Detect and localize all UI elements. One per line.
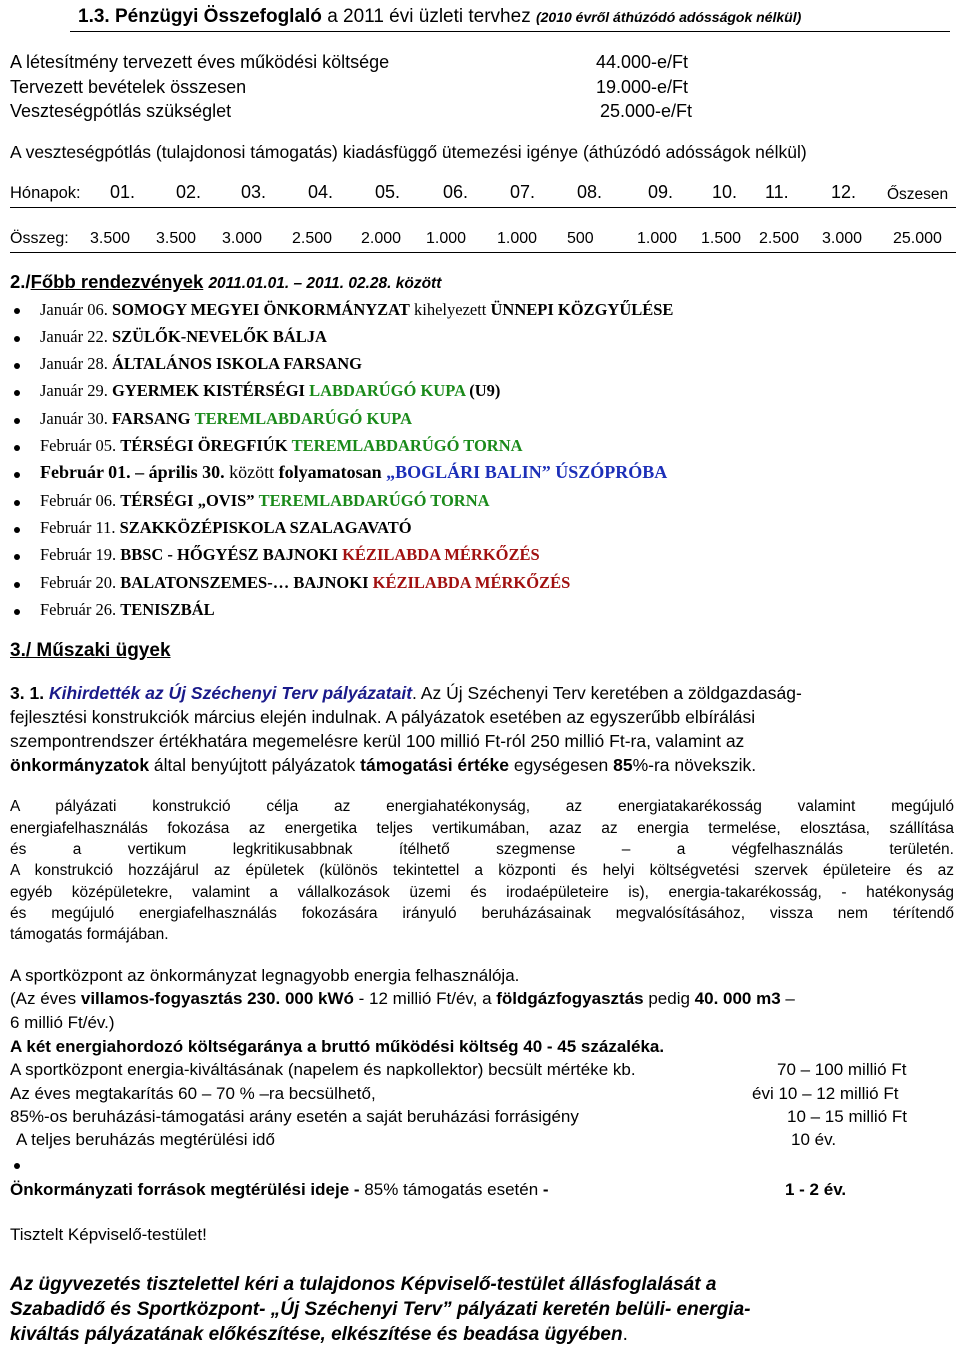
month-04: 04. bbox=[308, 182, 334, 202]
month-07: 07. bbox=[510, 182, 536, 202]
p3-e: pedig bbox=[643, 989, 695, 1008]
event-title-red: KÉZILABDA MÉRKŐZÉS bbox=[342, 545, 540, 564]
p3-c: - 12 millió Ft/év, a bbox=[353, 989, 497, 1008]
event-date: Február 11. bbox=[40, 518, 116, 537]
amount-12: 3.000 bbox=[822, 230, 863, 247]
summary-value-1: 19.000-e/Ft bbox=[596, 77, 689, 97]
event-item bbox=[40, 573, 570, 593]
event-item bbox=[40, 600, 215, 620]
event-item bbox=[40, 354, 362, 374]
event-title: SZÜLŐK-NEVELŐK BÁLJA bbox=[111, 327, 327, 346]
p3-a: (Az éves bbox=[10, 989, 81, 1008]
p1-line-4 bbox=[10, 755, 756, 776]
event-item bbox=[40, 545, 540, 565]
p1-mid-3: %-ra növekszik. bbox=[632, 755, 757, 775]
event-item bbox=[40, 409, 412, 429]
summary-label-2: Veszteségpótlás szükséglet bbox=[10, 101, 232, 121]
bullet-icon bbox=[14, 472, 20, 478]
event-mid: között bbox=[224, 462, 279, 482]
greeting: Tisztelt Képviselő-testület! bbox=[10, 1225, 207, 1244]
p2-line: A konstrukció hozzájárul az épületek (különös tekintettel a központi és helyi költségvetési szervek épületeire és az bbox=[10, 862, 954, 879]
summary-label-1: Tervezett bevételek összesen bbox=[10, 77, 247, 97]
month-09: 09. bbox=[648, 182, 674, 202]
p2-line: A pályázati konstrukció célja az energiahatékonyság, az energiatakarékosság valamint megújuló bbox=[10, 798, 954, 815]
month-02: 02. bbox=[176, 182, 202, 202]
header-title-note: (2010 évről áthúzódó adósságok nélkül) bbox=[535, 9, 802, 25]
header-title bbox=[78, 6, 801, 28]
month-06: 06. bbox=[443, 182, 469, 202]
bullet-icon bbox=[14, 308, 20, 314]
event-date: Január 28. bbox=[40, 354, 108, 373]
schedule-title: A veszteségpótlás (tulajdonosi támogatás) kiadásfüggő ütemezési igénye (áthúzódó adósságok nélkül) bbox=[10, 142, 807, 162]
closing-line-3-text: kiváltás pályázatának előkészítése, elkészítése és beadása ügyében bbox=[10, 1324, 623, 1345]
bullet-icon bbox=[14, 554, 20, 560]
p2-line: egyéb középületekre, valamint a vállalkozások üzemi és irodaépületeire is), energia-takarékosság, - hatékonyság bbox=[10, 884, 954, 901]
event-title-red: KÉZILABDA MÉRKŐZÉS bbox=[372, 573, 571, 592]
bullet-icon bbox=[14, 363, 20, 369]
event-date: Február 05. bbox=[40, 436, 117, 455]
schedule-rule bbox=[10, 207, 956, 208]
header-number: 1.3. bbox=[78, 6, 110, 27]
amount-07: 1.000 bbox=[497, 230, 538, 247]
bullet-icon bbox=[14, 390, 20, 396]
event-title: SZAKKÖZÉPISKOLA SZALAGAVATÓ bbox=[119, 518, 412, 537]
event-date: Február 19. bbox=[40, 545, 117, 564]
bullet-icon bbox=[14, 582, 20, 588]
event-item bbox=[40, 491, 490, 511]
event-item bbox=[40, 381, 500, 401]
p2-line: és megújuló energiafelhasználás fokozására irányuló beruházásainak megvalósításához, vissza nem térítendő bbox=[10, 905, 954, 922]
closing-end: . bbox=[622, 1324, 628, 1345]
event-title: BALATONSZEMES-… BAJNOKI bbox=[120, 573, 369, 592]
bullet-icon bbox=[14, 1163, 20, 1169]
amount-11: 2.500 bbox=[759, 230, 800, 247]
month-01: 01. bbox=[110, 182, 136, 202]
summary-label-0: A létesítmény tervezett éves működési költsége bbox=[10, 52, 390, 72]
payback-label: Önkormányzati források megtérülési ideje - bbox=[10, 1180, 365, 1199]
p3-line-2 bbox=[10, 989, 795, 1009]
event-title: FARSANG bbox=[111, 409, 191, 428]
months-label: Hónapok: bbox=[10, 184, 81, 202]
p2-line: energiafelhasználás fokozása az energetika teljes vertikumában, azaz az energia termelése, elosztása, szállítása bbox=[10, 820, 954, 837]
payback-support: 85% támogatás esetén bbox=[364, 1180, 539, 1199]
header-title-rest: a 2011 évi üzleti tervhez bbox=[327, 6, 531, 27]
event-date: Február 01. – április 30. bbox=[40, 462, 225, 482]
bullet-icon bbox=[14, 609, 20, 615]
event-date: Február 06. bbox=[40, 491, 117, 510]
p1-line-1-rest: . Az Új Széchenyi Terv keretében a zöldgazdaság- bbox=[412, 683, 802, 703]
month-10: 10. bbox=[712, 182, 738, 202]
bullet-icon bbox=[14, 418, 20, 424]
event-item bbox=[40, 436, 523, 456]
p3-row-right: 10 év. bbox=[791, 1130, 837, 1149]
p1-mid-1: által benyújtott pályázatok bbox=[149, 755, 361, 775]
p3-row-right: évi 10 – 12 millió Ft bbox=[752, 1084, 899, 1103]
p1-bold-1: önkormányzatok bbox=[10, 755, 150, 775]
event-title: SOMOGY MEGYEI ÖNKORMÁNYZAT bbox=[111, 300, 410, 319]
events-heading bbox=[10, 271, 441, 293]
p3-line-3: 6 millió Ft/év.) bbox=[10, 1013, 115, 1032]
amount-04: 2.500 bbox=[292, 230, 333, 247]
p3-row-left: A teljes beruházás megtérülési idő bbox=[16, 1130, 275, 1149]
sum-rule bbox=[10, 252, 956, 253]
event-title: TÉRSÉGI „OVIS” bbox=[120, 491, 255, 510]
event-date: Január 22. bbox=[40, 327, 108, 346]
closing-line-2: Szabadidő és Sportközpont- „Új Széchenyi Terv” pályázati keretén belüli- energia- bbox=[10, 1299, 751, 1320]
sum-label: Összeg: bbox=[10, 230, 69, 247]
event-title-blue: „BOGLÁRI BALIN” ÚSZÓPRÓBA bbox=[386, 462, 668, 482]
event-item bbox=[40, 327, 327, 347]
events-heading-title: Főbb rendezvények bbox=[30, 271, 204, 292]
amount-08: 500 bbox=[567, 230, 594, 247]
month-03: 03. bbox=[241, 182, 267, 202]
technical-heading: 3./ Műszaki ügyek bbox=[10, 640, 171, 661]
p1-num: 3. 1. bbox=[10, 683, 45, 703]
p1-line-1 bbox=[10, 683, 802, 704]
event-title: ÁLTALÁNOS ISKOLA FARSANG bbox=[111, 354, 362, 373]
p1-bold-3: 85 bbox=[613, 755, 633, 775]
bullet-icon bbox=[14, 336, 20, 342]
summary-value-2: 25.000-e/Ft bbox=[600, 101, 693, 121]
summary-value-0: 44.000-e/Ft bbox=[596, 52, 689, 72]
amount-10: 1.500 bbox=[701, 230, 742, 247]
p3-row-left: A sportközpont energia-kiváltásának (napelem és napkollektor) becsült mértéke kb. bbox=[10, 1060, 636, 1079]
event-date: Január 06. bbox=[40, 300, 108, 319]
event-title-green: LABDARÚGÓ KUPA bbox=[309, 381, 466, 400]
p1-line-2: fejlesztési konstrukciók március elején indulnak. A pályázatok esetében az egyszerűbb elbírálási bbox=[10, 707, 756, 727]
event-title-green: TEREMLABDARÚGÓ TORNA bbox=[291, 436, 523, 455]
event-date: Február 26. bbox=[40, 600, 117, 619]
amount-03: 3.000 bbox=[222, 230, 263, 247]
bullet-icon bbox=[14, 527, 20, 533]
p3-row-right: 70 – 100 millió Ft bbox=[777, 1060, 907, 1079]
payback-value: 1 - 2 év. bbox=[785, 1180, 847, 1199]
event-tail: (U9) bbox=[465, 381, 501, 400]
schedule-total-label: Őszesen bbox=[887, 186, 949, 203]
event-mid: kihelyezett bbox=[409, 300, 491, 319]
p1-title: Kihirdették az Új Széchenyi Terv pályázatait bbox=[48, 683, 413, 703]
amount-09: 1.000 bbox=[637, 230, 678, 247]
event-title-2: ÜNNEPI KÖZGYŰLÉSE bbox=[490, 300, 674, 319]
month-11: 11. bbox=[765, 182, 789, 202]
event-date: Január 30. bbox=[40, 409, 108, 428]
event-date: Január 29. bbox=[40, 381, 108, 400]
p3-d: földgázfogyasztás bbox=[496, 989, 644, 1008]
event-item bbox=[40, 462, 667, 483]
p3-g: – bbox=[780, 989, 795, 1008]
closing-line-1: Az ügyvezetés tisztelettel kéri a tulajdonos Képviselő-testület állásfoglalását a bbox=[10, 1274, 717, 1295]
amount-02: 3.500 bbox=[156, 230, 197, 247]
amount-01: 3.500 bbox=[90, 230, 131, 247]
event-item bbox=[40, 300, 673, 320]
event-item bbox=[40, 518, 412, 538]
payback-line bbox=[10, 1180, 549, 1200]
event-title-green: TEREMLABDARÚGÓ KUPA bbox=[194, 409, 413, 428]
amount-05: 2.000 bbox=[361, 230, 402, 247]
month-05: 05. bbox=[375, 182, 401, 202]
month-08: 08. bbox=[577, 182, 603, 202]
amount-total: 25.000 bbox=[893, 230, 942, 247]
p2-line: és a vertikum legkritikusabbnak ítélhető szegmense – a végfelhasználás területén. bbox=[10, 841, 954, 858]
event-title: GYERMEK KISTÉRSÉGI bbox=[111, 381, 305, 400]
p3-line-4: A két energiahordozó költségaránya a bruttó működési költség 40 - 45 százaléka. bbox=[10, 1037, 665, 1056]
events-heading-num: 2./ bbox=[10, 271, 31, 292]
header-title-bold: Pénzügyi Összefoglaló bbox=[114, 6, 322, 27]
event-title: folyamatosan bbox=[278, 462, 382, 482]
bullet-icon bbox=[14, 500, 20, 506]
p3-line-1: A sportközpont az önkormányzat legnagyobb energia felhasználója. bbox=[10, 966, 520, 985]
bullet-icon bbox=[14, 445, 20, 451]
event-title-green: TEREMLABDARÚGÓ TORNA bbox=[258, 491, 490, 510]
event-title: TÉRSÉGI ÖREGFIÚK bbox=[120, 436, 288, 455]
p3-f: 40. 000 m3 bbox=[694, 989, 781, 1008]
payback-dash: - bbox=[538, 1180, 549, 1199]
event-title: BBSC - HŐGYÉSZ BAJNOKI bbox=[120, 545, 338, 564]
p1-bold-2: támogatási értéke bbox=[360, 755, 509, 775]
events-heading-range: 2011.01.01. – 2011. 02.28. között bbox=[208, 275, 442, 292]
event-title: TENISZBÁL bbox=[120, 600, 215, 619]
p3-b: villamos-fogyasztás 230. 000 kWó bbox=[80, 989, 354, 1008]
p3-row-right: 10 – 15 millió Ft bbox=[787, 1107, 907, 1126]
p1-mid-2: egységesen bbox=[509, 755, 614, 775]
amount-06: 1.000 bbox=[426, 230, 467, 247]
event-date: Február 20. bbox=[40, 573, 117, 592]
p3-row-left: Az éves megtakarítás 60 – 70 % –ra becsülhető, bbox=[10, 1084, 376, 1103]
month-12: 12. bbox=[831, 182, 857, 202]
header-rule bbox=[70, 31, 950, 32]
closing-line-3 bbox=[10, 1324, 628, 1346]
p3-row-left: 85%-os beruházási-támogatási arány esetén a saját beruházási forrásigény bbox=[10, 1107, 579, 1126]
p1-line-3: szempontrendszer értékhatára megemelésre kerül 100 millió Ft-ról 250 millió Ft-ra, valamint az bbox=[10, 731, 745, 751]
p2-line: támogatás formájában. bbox=[10, 926, 169, 943]
